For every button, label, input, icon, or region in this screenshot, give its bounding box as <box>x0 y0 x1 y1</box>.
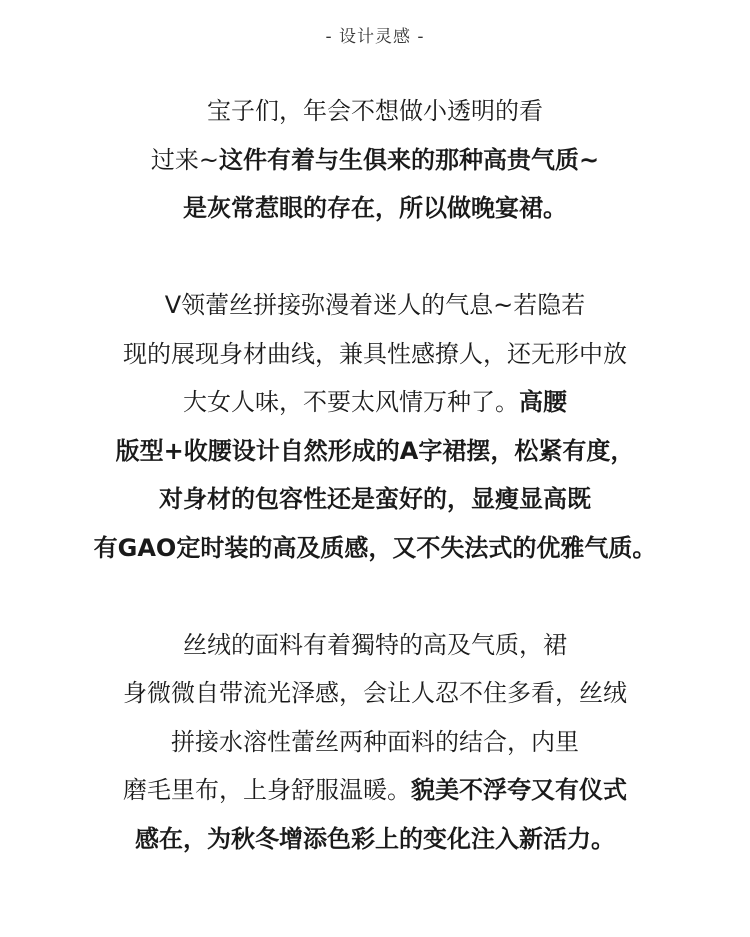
paragraph-1 <box>0 87 750 233</box>
section-header: - 设计灵感 - <box>325 27 425 47</box>
text-line <box>0 815 750 864</box>
bold-text-segment: 对身材的包容性还是蛮好的，显瘦显高既 <box>159 485 591 513</box>
text-line <box>0 281 750 330</box>
text-segment: 磨毛里布，上身舒服温暖。 <box>123 776 411 804</box>
text-line <box>0 669 750 718</box>
paragraph-2 <box>0 281 750 572</box>
bold-text-segment: 这件有着与生俱来的那种高贵气质~ <box>219 145 600 174</box>
bold-text-segment: 高腰 <box>519 388 567 416</box>
text-segment: 丝绒的面料有着獨特的高及气质，裙 <box>183 630 567 659</box>
text-segment: 宝子们，年会不想做小透明的看 <box>207 97 543 125</box>
text-line <box>0 766 750 815</box>
text-segment: 现的展现身材曲线，兼具性感撩人，还无形中放 <box>123 339 627 368</box>
text-line <box>0 87 750 136</box>
text-segment: V领蕾丝拼接弥漫着迷人的气息~若隐若 <box>164 291 586 319</box>
text-segment: 过来~ <box>150 145 219 174</box>
text-line <box>0 378 750 427</box>
bold-text-segment: 是灰常惹眼的存在，所以做晚宴裙。 <box>183 194 567 222</box>
text-line <box>0 330 750 379</box>
paragraph-gap <box>0 572 750 621</box>
text-line <box>0 427 750 476</box>
description-body <box>0 87 750 863</box>
bold-text-segment: 版型+收腰设计自然形成的A字裙摆，松紧有度， <box>115 436 635 465</box>
text-segment: 身微微自带流光泽感，会让人忍不住多看，丝绒 <box>123 679 627 707</box>
bold-text-segment: 有GAO定时装的高及质感，又不失法式的优雅气质。 <box>93 533 657 562</box>
text-line <box>0 475 750 524</box>
text-line <box>0 136 750 185</box>
text-line <box>0 524 750 573</box>
text-line <box>0 718 750 767</box>
paragraph-3 <box>0 621 750 864</box>
bold-text-segment: 貌美不浮夸又有仪式 <box>411 776 627 804</box>
text-segment: 大女人味，不要太风情万种了。 <box>183 388 519 416</box>
text-line <box>0 184 750 233</box>
bold-text-segment: 感在，为秋冬增添色彩上的变化注入新活力。 <box>135 824 615 853</box>
paragraph-gap <box>0 233 750 282</box>
text-segment: 拼接水溶性蕾丝两种面料的结合，内里 <box>171 727 579 756</box>
text-line <box>0 621 750 670</box>
